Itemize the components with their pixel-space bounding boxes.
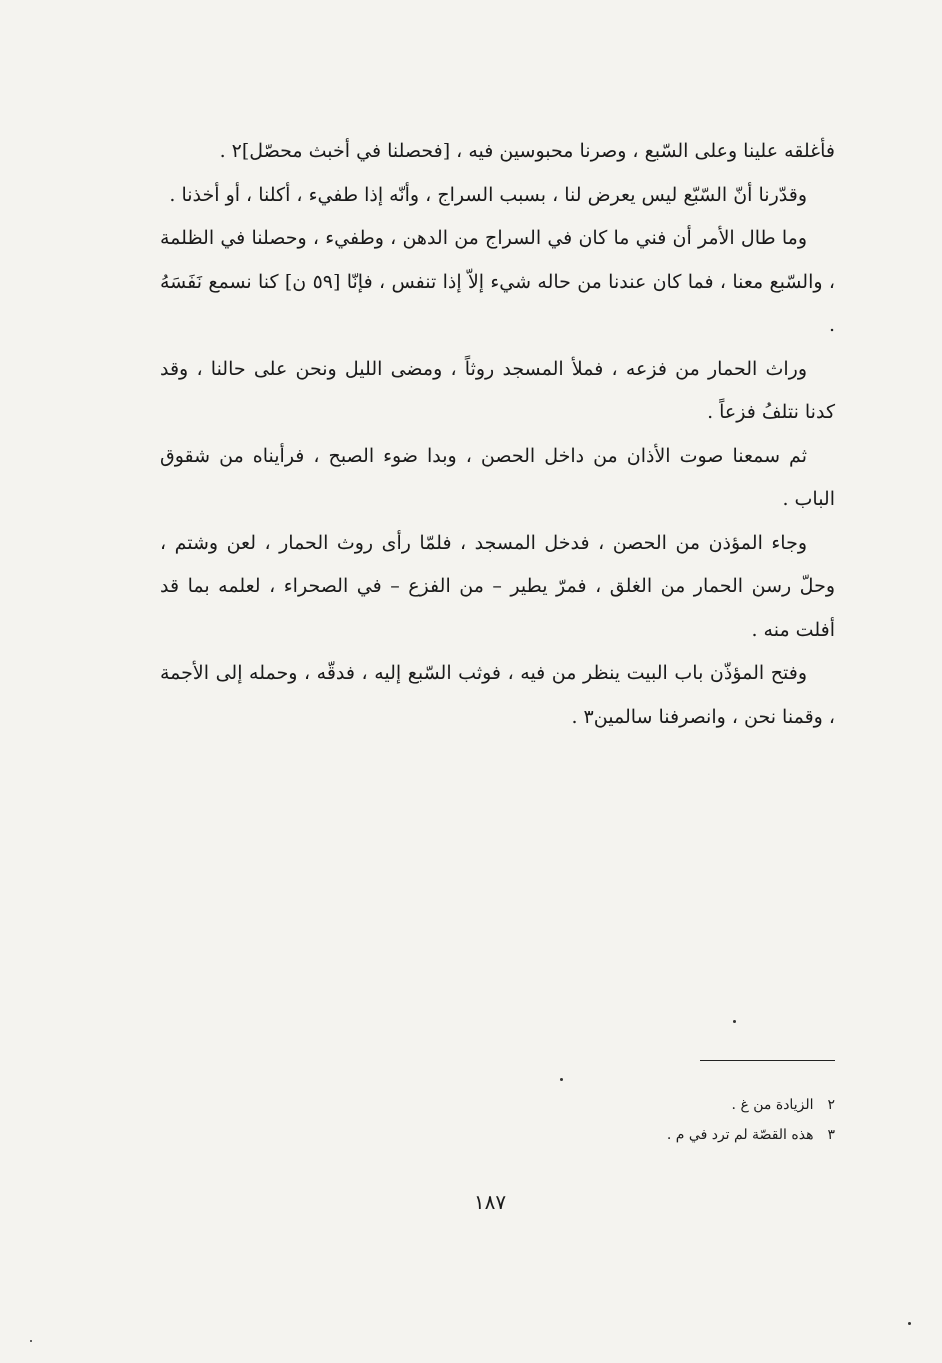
footnotes [560,1090,835,1150]
main-text [160,130,835,739]
scan-speck [908,1322,911,1325]
footnote-3 [560,1120,835,1150]
page-number: ١٨٧ [473,1190,507,1214]
scan-speck [733,1020,736,1023]
footnote-number: ٣ [827,1127,835,1143]
paragraph-1: فأغلقه علينا وعلى السّبع ، وصرنا محبوسين فيه ، [فحصلنا في أخبث محصّل]٢ . [219,140,835,162]
paragraph-5: ثم سمعنا صوت الأذان من داخل الحصن ، وبدا ضوء الصبح ، فرأيناه من شقوق الباب . [160,444,835,510]
paragraph-3: وما طال الأمر أن فني ما كان في السراج من الدهن ، وطفيء ، وحصلنا في الظلمة ، والسّبع معنا ، فما كان عندنا من حاله شيء إلاّ إذا تنفس ، فإنّا [٥٩ ن] كنا نسمع نَفَسَهُ . [160,227,835,336]
footnote-text: الزيادة من غ . [731,1097,814,1113]
footnote-divider [700,1060,835,1061]
footnote-number: ٢ [827,1097,835,1113]
paragraph-7: وفتح المؤذّن باب البيت ينظر من فيه ، فوثب السّبع إليه ، فدقّه ، وحمله إلى الأجمة ، وقمنا نحن ، وانصرفنا سالمين٣ . [160,662,835,728]
footnote-2 [560,1090,835,1120]
scan-speck [30,1340,32,1342]
footnote-text: هذه القصّة لم ترد في م . [666,1127,814,1143]
paragraph-2: وقدّرنا أنّ السّبّع ليس يعرض لنا ، بسبب السراج ، وأنّه إذا طفيء ، أكلنا ، أو أخذنا . [169,183,807,206]
paragraph-4: وراث الحمار من فزعه ، فملأ المسجد روثاً ، ومضى الليل ونحن على حالنا ، وقد كدنا نتلفُ فزعاً . [160,357,835,423]
paragraph-6: وجاء المؤذن من الحصن ، فدخل المسجد ، فلمّا رأى روث الحمار ، لعن وشتم ، وحلّ رسن الحمار من الغلق ، فمرّ يطير – من الفزع – في الصحراء ، لعلمه بما قد أفلت منه . [160,531,835,641]
scan-speck [560,1078,563,1081]
